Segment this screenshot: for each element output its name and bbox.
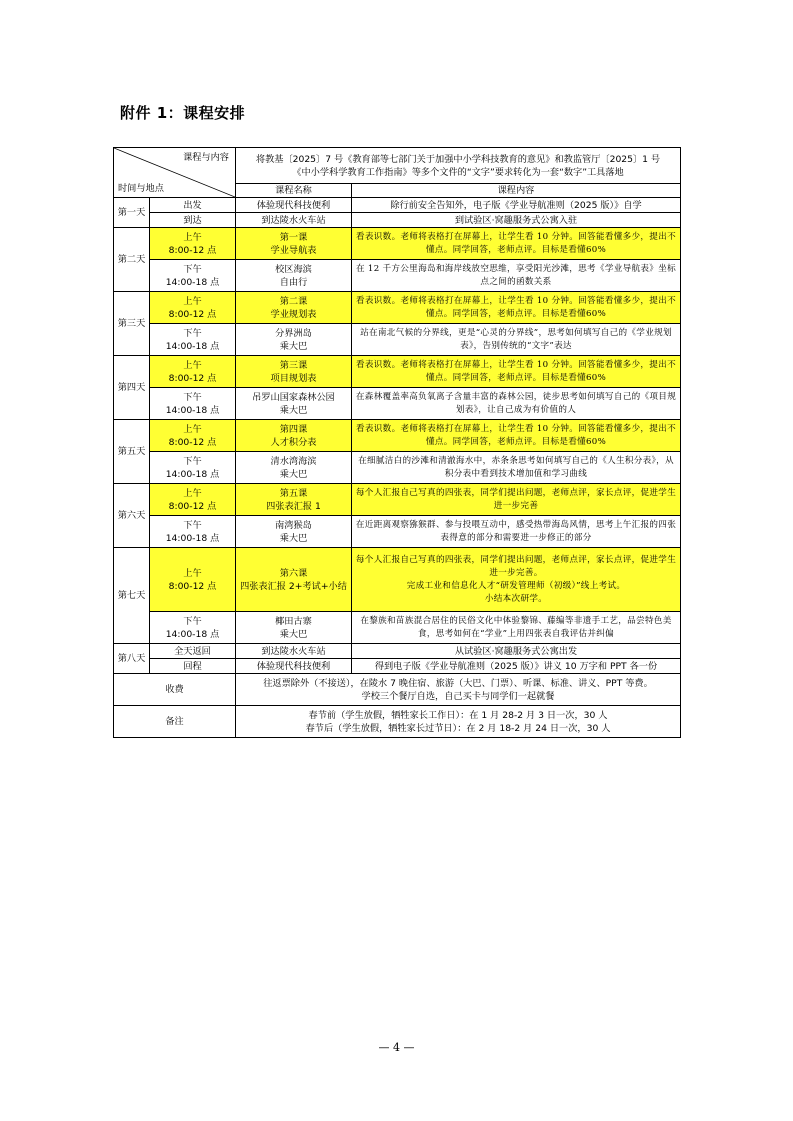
day-label: 第三天 [114, 292, 150, 356]
header-row [114, 148, 681, 184]
time-cell: 全天返回 [150, 644, 236, 659]
location-name: 椰田古寨 [275, 615, 312, 627]
time-period: 下午 [183, 391, 202, 403]
notes-row [114, 706, 681, 738]
time-range: 14:00-18 点 [165, 468, 220, 480]
course-cell [236, 388, 352, 420]
time-cell [150, 228, 236, 260]
day-label: 第六天 [114, 484, 150, 548]
content-cell: 每个人汇报自己写真的四张表，同学们提出问题，老师点评，家长点评，促进学生进一步完善 [352, 484, 681, 516]
lesson-number: 第四课 [279, 423, 308, 435]
table-row [114, 260, 681, 292]
time-cell: 到达 [150, 213, 236, 228]
transport-mode: 乘大巴 [279, 532, 308, 544]
course-cell: 体验现代科技便利 [236, 659, 352, 674]
time-cell [150, 420, 236, 452]
course-cell [236, 324, 352, 356]
content-cell: 从试验区·窝趣服务式公寓出发 [352, 644, 681, 659]
course-cell: 体验现代科技便利 [236, 198, 352, 213]
fees-line-2: 学校三个餐厅自选，自己买卡与同学们一起就餐 [361, 690, 555, 702]
time-range: 8:00-12 点 [168, 244, 217, 256]
content-cell: 在细腻洁白的沙滩和清澈海水中，赤条条思考如何填写自己的《人生积分表》，从积分表中看到技术增加值和学习曲线 [352, 452, 681, 484]
location-name: 南湾猴岛 [275, 519, 312, 531]
corner-bottom-label: 时间与地点 [118, 183, 164, 194]
table-row [114, 612, 681, 644]
course-cell [236, 612, 352, 644]
time-range: 8:00-12 点 [168, 436, 217, 448]
lesson-number: 第一课 [279, 231, 308, 243]
lesson-title: 学业规划表 [270, 308, 317, 320]
time-period: 下午 [183, 263, 202, 275]
time-period: 上午 [183, 295, 202, 307]
time-cell [150, 484, 236, 516]
table-row [114, 659, 681, 674]
course-cell [236, 356, 352, 388]
day-label: 第四天 [114, 356, 150, 420]
fees-content [236, 674, 681, 706]
lesson-number: 第三课 [279, 359, 308, 371]
day-label: 第一天 [114, 198, 150, 228]
time-period: 下午 [183, 327, 202, 339]
header-corner [114, 148, 236, 198]
time-period: 下午 [183, 455, 202, 467]
time-range: 8:00-12 点 [168, 372, 217, 384]
transport-mode: 乘大巴 [279, 404, 308, 416]
time-cell [150, 612, 236, 644]
fees-row [114, 674, 681, 706]
lesson-title: 四张表汇报 2+考试+小结 [240, 580, 347, 592]
location-name: 清水湾海滨 [270, 455, 317, 467]
time-range: 14:00-18 点 [165, 276, 220, 288]
fees-label: 收费 [114, 674, 236, 706]
content-cell [352, 548, 681, 612]
time-range: 8:00-12 点 [168, 500, 217, 512]
location-name: 分界洲岛 [275, 327, 312, 339]
table-row [114, 516, 681, 548]
location-name: 校区海滨 [275, 263, 312, 275]
time-cell [150, 516, 236, 548]
fees-line-1: 往返票除外（不接送），在陵水 7 晚住宿、旅游（大巴、门票）、听课、标准、讲义、PPT 等费。 [263, 677, 653, 689]
content-cell: 看表识数。老师将表格打在屏幕上，让学生看 10 分钟。回答能看懂多少，提出不懂点。同学回答，老师点评。目标是看懂60% [352, 292, 681, 324]
time-cell [150, 292, 236, 324]
page-heading: 附件 1：课程安排 [120, 104, 246, 122]
transport-mode: 乘大巴 [279, 628, 308, 640]
table-row [114, 388, 681, 420]
content-line: 小结本次研学。 [484, 593, 548, 604]
content-cell: 在 12 千方公里海岛和海岸线放空思维，享受阳光沙滩，思考《学业导航表》坐标点之间的函数关系 [352, 260, 681, 292]
header-description [236, 148, 681, 184]
course-cell [236, 548, 352, 612]
table-row [114, 420, 681, 452]
course-cell: 到达陵水火车站 [236, 213, 352, 228]
course-cell: 到达陵水火车站 [236, 644, 352, 659]
time-period: 上午 [183, 423, 202, 435]
content-line: 完成工业和信息化人才“研发管理师（初级）”线上考试。 [406, 580, 626, 591]
column-header-course: 课程名称 [236, 184, 352, 198]
time-period: 下午 [183, 519, 202, 531]
time-range: 14:00-18 点 [165, 340, 220, 352]
content-cell: 看表识数。老师将表格打在屏幕上，让学生看 10 分钟。回答能看懂多少，提出不懂点。同学回答，老师点评。目标是看懂60% [352, 420, 681, 452]
content-cell: 除行前安全告知外，电子版《学业导航准则（2025 版）》自学 [352, 198, 681, 213]
time-cell [150, 324, 236, 356]
content-cell: 看表识数。老师将表格打在屏幕上，让学生看 10 分钟。回答能看懂多少，提出不懂点。同学回答，老师点评。目标是看懂60% [352, 228, 681, 260]
lesson-title: 项目规划表 [270, 372, 317, 384]
time-cell [150, 260, 236, 292]
time-cell [150, 452, 236, 484]
table-row [114, 452, 681, 484]
course-cell [236, 420, 352, 452]
time-cell [150, 548, 236, 612]
content-cell: 看表识数。老师将表格打在屏幕上，让学生看 10 分钟。回答能看懂多少，提出不懂点。同学回答，老师点评。目标是看懂60% [352, 356, 681, 388]
notes-line-1: 春节前（学生放假，牺牲家长工作日）：在 1 月 28-2 月 3 日一次，30 人 [308, 709, 608, 721]
notes-content [236, 706, 681, 738]
time-cell: 出发 [150, 198, 236, 213]
notes-label: 备注 [114, 706, 236, 738]
content-cell: 在森林覆盖率高负氧离子含量丰富的森林公园，徒步思考如何填写自己的《项目规划表》，让自己成为有价值的人 [352, 388, 681, 420]
schedule-table [113, 147, 681, 738]
table-row [114, 484, 681, 516]
table-row [114, 356, 681, 388]
day-label: 第二天 [114, 228, 150, 292]
table-row [114, 548, 681, 612]
content-cell: 到试验区·窝趣服务式公寓入驻 [352, 213, 681, 228]
page-number: — 4 — [378, 1041, 415, 1054]
corner-top-label: 课程与内容 [183, 152, 229, 163]
location-name: 吊罗山国家森林公园 [252, 391, 335, 403]
time-range: 14:00-18 点 [165, 404, 220, 416]
table-row [114, 292, 681, 324]
time-period: 上午 [183, 231, 202, 243]
day-label: 第七天 [114, 548, 150, 644]
course-cell [236, 228, 352, 260]
table-row [114, 228, 681, 260]
table-row [114, 324, 681, 356]
content-cell: 得到电子版《学业导航准则（2025 版）》讲义 10 万字和 PPT 各一份 [352, 659, 681, 674]
table-row [114, 213, 681, 228]
description-line-2: 《中小学科学教育工作指南》等多个文件的“文字”要求转化为一套“数字”工具落地 [292, 166, 624, 178]
lesson-title: 人才积分表 [270, 436, 317, 448]
lesson-title: 学业导航表 [270, 244, 317, 256]
course-cell [236, 260, 352, 292]
time-period: 上午 [183, 567, 202, 579]
column-header-content: 课程内容 [352, 184, 681, 198]
day-label: 第五天 [114, 420, 150, 484]
time-period: 上午 [183, 487, 202, 499]
content-line: 每个人汇报自己写真的四张表，同学们提出问题，老师点评，家长点评，促进学生进一步完善。 [355, 554, 677, 578]
time-period: 下午 [183, 615, 202, 627]
time-range: 14:00-18 点 [165, 628, 220, 640]
transport-mode: 乘大巴 [279, 340, 308, 352]
day-label: 第八天 [114, 644, 150, 674]
time-range: 8:00-12 点 [168, 308, 217, 320]
time-cell [150, 388, 236, 420]
time-range: 14:00-18 点 [165, 532, 220, 544]
description-line-1: 将教基〔2025〕7 号《教育部等七部门关于加强中小学科技教育的意见》和教监管厅〔2025〕1 号 [255, 153, 661, 165]
table-row [114, 198, 681, 213]
time-period: 上午 [183, 359, 202, 371]
course-cell [236, 516, 352, 548]
time-range: 8:00-12 点 [168, 580, 217, 592]
transport-mode: 自由行 [279, 276, 308, 288]
lesson-number: 第二课 [279, 295, 308, 307]
time-cell [150, 356, 236, 388]
lesson-number: 第六课 [279, 567, 308, 579]
lesson-title: 四张表汇报 1 [266, 500, 321, 512]
content-cell: 在黎族和苗族混合居住的民俗文化中体验黎锦、藤编等非遗手工艺，品尝特色美食，思考如何在“学业”上用四张表自我评估并纠偏 [352, 612, 681, 644]
time-cell: 回程 [150, 659, 236, 674]
content-cell: 在近距离观察猕猴群、参与投喂互动中，感受热带海岛风情，思考上午汇报的四张表得意的部分和需要进一步修正的部分 [352, 516, 681, 548]
course-cell [236, 292, 352, 324]
notes-line-2: 春节后（学生放假，牺牲家长过节日）：在 2 月 18-2 月 24 日一次，30 人 [305, 722, 611, 734]
content-cell: 站在南北气候的分界线，更是“心灵的分界线”，思考如何填写自己的《学业规划表》，告别传统的“文字”表达 [352, 324, 681, 356]
table-row [114, 644, 681, 659]
transport-mode: 乘大巴 [279, 468, 308, 480]
lesson-number: 第五课 [279, 487, 308, 499]
course-cell [236, 452, 352, 484]
course-cell [236, 484, 352, 516]
